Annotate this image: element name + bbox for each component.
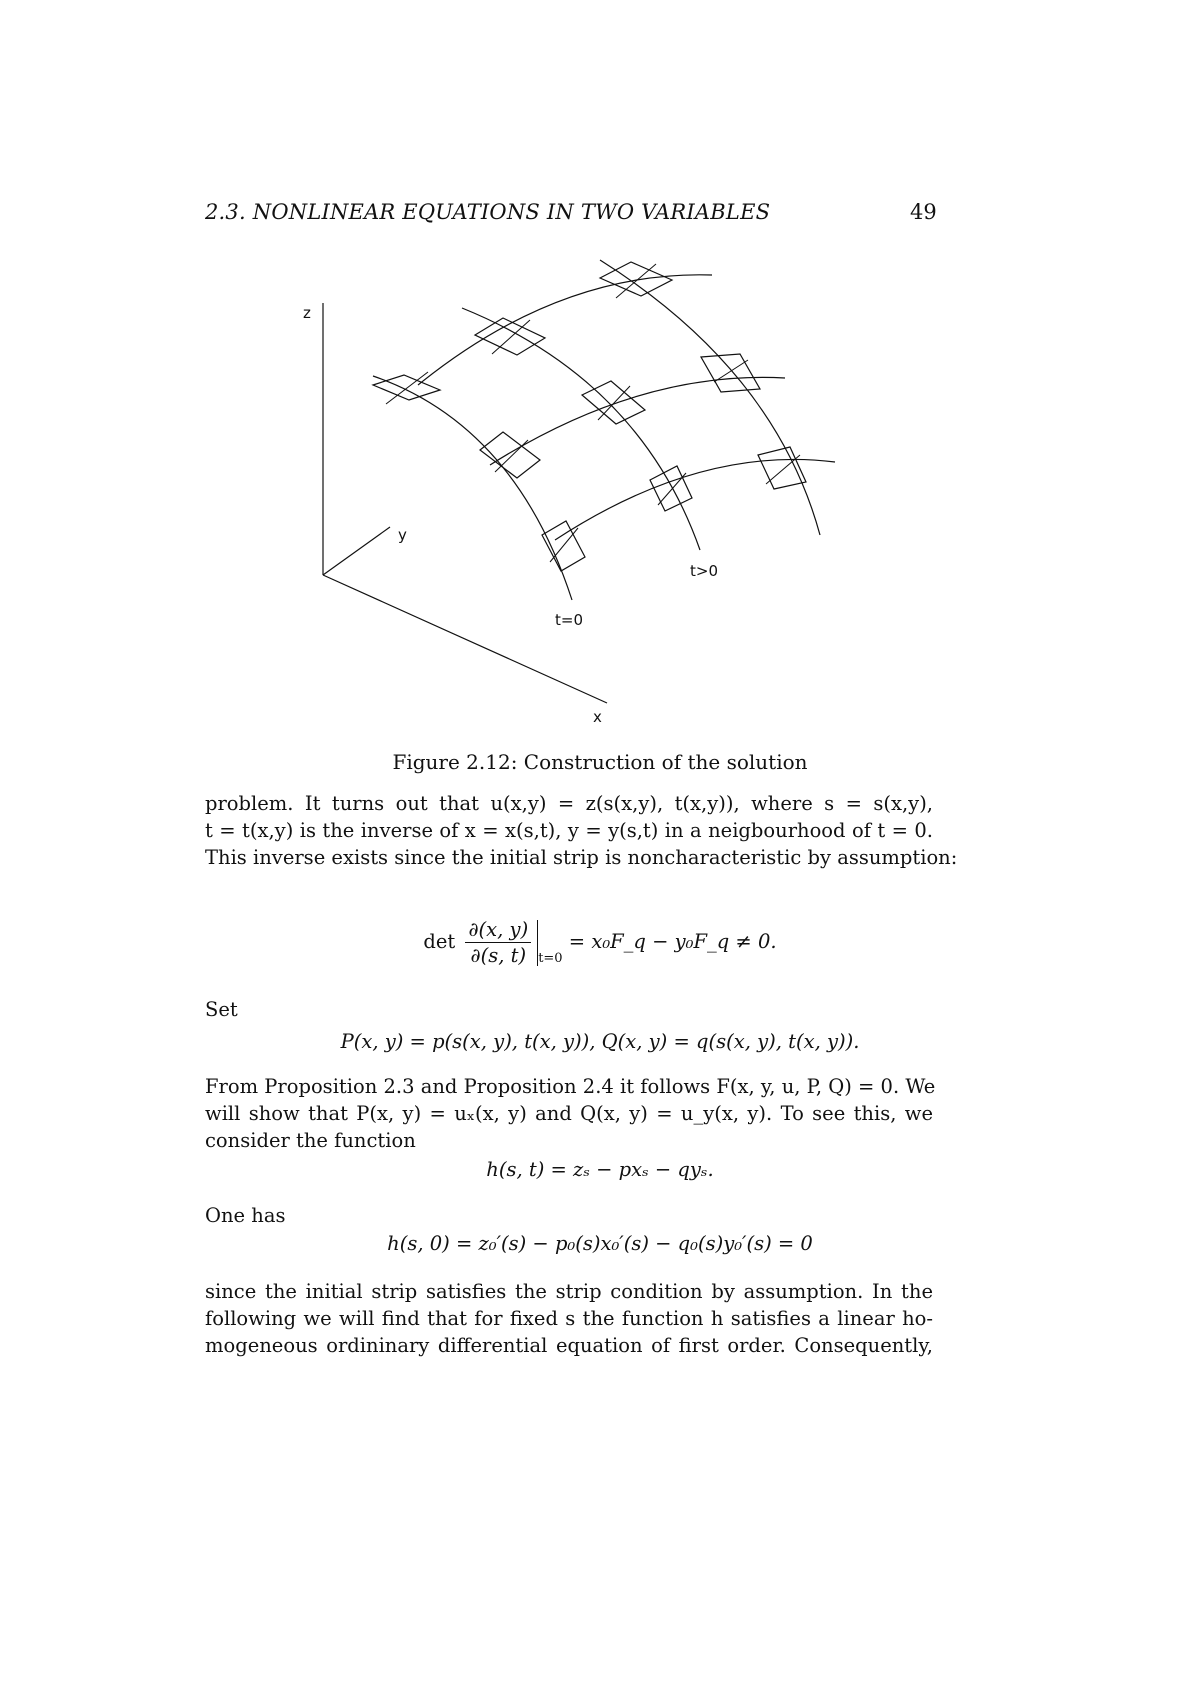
figure-construction-solution — [0, 0, 1200, 760]
figure-caption: Figure 2.12: Construction of the solution — [392, 750, 808, 774]
eq1-subscript: t=0 — [538, 951, 563, 966]
eq1-det: det — [423, 930, 456, 953]
x-axis — [323, 575, 607, 703]
equation-p-q-definition: P(x, y) = p(s(x, y), t(x, y)), Q(x, y) = q(s(x, y), t(x, y)). — [340, 1030, 860, 1053]
text-line: since the initial strip satisfies the strip condition by assumption. In the — [205, 1280, 933, 1303]
equation-h-definition: h(s, t) = zₛ − pxₛ − qyₛ. — [486, 1158, 714, 1181]
set-label: Set — [205, 998, 238, 1021]
curve-label-t0: t=0 — [555, 611, 583, 629]
text-line: problem. It turns out that u(x,y) = z(s(x,y), t(x,y)), where s = s(x,y), — [205, 792, 933, 815]
strip-element — [373, 375, 440, 400]
strip-element — [701, 354, 760, 392]
y-axis-label: y — [398, 526, 407, 544]
eq1-fraction — [465, 918, 531, 967]
text-line: From Proposition 2.3 and Proposition 2.4 it follows F(x, y, u, P, Q) = 0. We — [205, 1075, 936, 1098]
paragraph-1 — [205, 790, 958, 871]
eq1-rhs: = x₀F_q − y₀F_q ≠ 0. — [568, 930, 777, 953]
text-line: This inverse exists since the initial strip is noncharacteristic by assumption: — [205, 846, 958, 869]
page-number: 49 — [910, 200, 937, 224]
t-curve-col-1 — [373, 376, 572, 600]
t-curve-col-2 — [462, 308, 700, 550]
equation-jacobian — [0, 918, 1200, 967]
eq1-denominator: ∂(s, t) — [470, 944, 527, 967]
eq1-numerator: ∂(x, y) — [465, 918, 531, 943]
one-has-label: One has — [205, 1204, 286, 1227]
x-axis-label: x — [593, 708, 602, 726]
text-line: mogeneous ordininary differential equation of first order. Consequently, — [205, 1334, 933, 1357]
paragraph-2 — [205, 1073, 936, 1154]
text-line: following we will find that for fixed s the function h satisfies a linear ho- — [205, 1307, 933, 1330]
strip-element — [582, 381, 645, 424]
paragraph-3 — [205, 1278, 933, 1359]
text-line: consider the function — [205, 1129, 416, 1152]
running-head: 2.3. NONLINEAR EQUATIONS IN TWO VARIABLES — [205, 200, 771, 224]
y-axis — [323, 527, 390, 575]
s-curve-row-1 — [418, 275, 712, 385]
s-curve-row-3 — [555, 459, 835, 540]
strip-element — [480, 432, 540, 478]
strip-element — [758, 447, 806, 489]
z-axis-label: z — [303, 304, 311, 322]
curve-label-tpos: t>0 — [690, 562, 718, 580]
text-line: will show that P(x, y) = uₓ(x, y) and Q(x, y) = u_y(x, y). To see this, we — [205, 1102, 933, 1125]
text-line: t = t(x,y) is the inverse of x = x(s,t), y = y(s,t) in a neigbourhood of t = 0. — [205, 819, 933, 842]
equation-h-initial: h(s, 0) = z₀′(s) − p₀(s)x₀′(s) − q₀(s)y₀′(s) = 0 — [387, 1232, 813, 1255]
